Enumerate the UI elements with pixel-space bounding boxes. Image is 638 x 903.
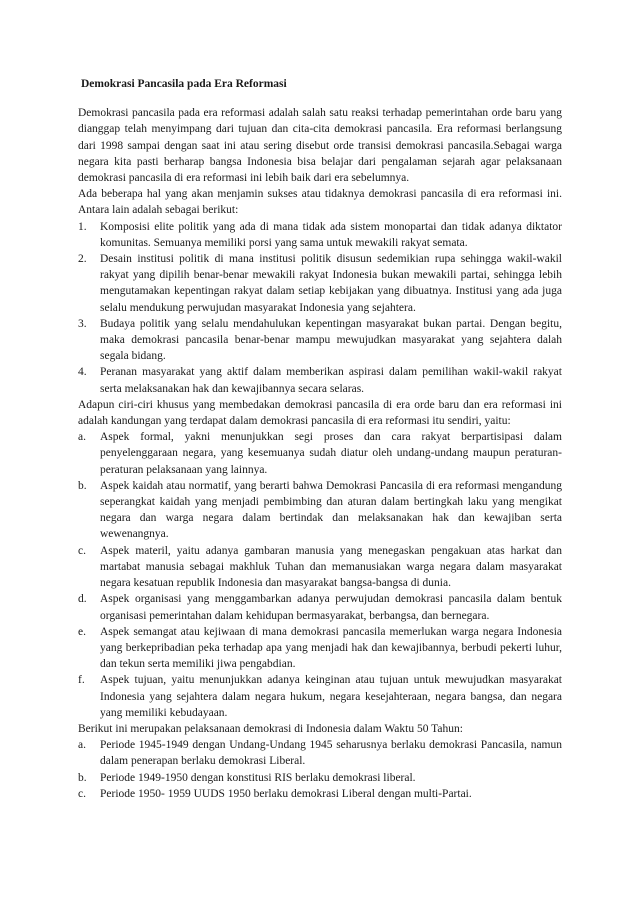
features-list bbox=[78, 429, 562, 721]
list-item bbox=[78, 672, 562, 721]
list-item bbox=[78, 624, 562, 673]
document-title: Demokrasi Pancasila pada Era Reformasi bbox=[81, 78, 287, 90]
list-marker: 3. bbox=[78, 317, 87, 330]
list-item-text: Aspek semangat atau kejiwaan di mana demokrasi pancasila memerlukan warga negara Indonesia yang berkepribadian peka terhadap apa yang menjadi hak dan kewajibannya, berbudi pekerti luhur, dan tekun serta memiliki jiwa pengabdian. bbox=[100, 625, 562, 671]
list-item-text: Budaya politik yang selalu mendahulukan kepentingan masyarakat bukan partai. Dengan begitu, maka demokrasi pancasila benar-benar mampu mewujudkan masyarakat yang sejahtera dalah segala bidang. bbox=[100, 317, 562, 363]
list-item bbox=[78, 591, 562, 623]
list-item-text: Peranan masyarakat yang aktif dalam memberikan aspirasi dalam pemilihan wakil-wakil rakyat serta melaksanakan hak dan kewajibannya secara selaras. bbox=[100, 366, 562, 395]
list-item bbox=[78, 786, 562, 802]
list-marker: e. bbox=[78, 625, 86, 638]
list-item bbox=[78, 770, 562, 786]
list-marker: d. bbox=[78, 593, 87, 606]
list-item-text: Komposisi elite politik yang ada di mana tidak ada sistem monopartai dan tidak adanya diktator komunitas. Semuanya memiliki porsi yang sama untuk mewakili rakyat semata. bbox=[100, 220, 562, 249]
list-item-text: Desain institusi politik di mana institusi politik disusun sedemikian rupa sehingga wakil-wakil rakyat yang dipilih benar-benar mewakili rakyat Indonesia bukan mewakili partai, sehingga lebih mengutamakan kepentingan rakyat dalam setiap kebijakan yang dibuatnya. Institusi yang ada juga selalu mendukung perwujudan masyarakat Indonesia yang sejahtera. bbox=[100, 253, 562, 314]
list-item bbox=[78, 364, 562, 396]
list-item-text: Aspek kaidah atau normatif, yang berarti bahwa Demokrasi Pancasila di era reformasi mengandung seperangkat kaidah yang menjadi pembimbing dan aturan dalam bertingkah laku yang mengikat negara dan warga negara dalam bertindak dan melaksanakan hak dan kewajiban serta wewenangnya. bbox=[100, 479, 562, 541]
features-intro-paragraph: Adapun ciri-ciri khusus yang membedakan demokrasi pancasila di era orde baru dan era reformasi ini adalah kandungan yang terdapat dalam demokrasi pancasila di era reformasi itu sendiri, yaitu: bbox=[78, 398, 562, 428]
list-item bbox=[78, 429, 562, 478]
periods-intro-paragraph: Berikut ini merupakan pelaksanaan demokrasi di Indonesia dalam Waktu 50 Tahun: bbox=[78, 722, 463, 735]
list-marker: c. bbox=[78, 787, 86, 800]
list-item bbox=[78, 251, 562, 316]
list-item bbox=[78, 219, 562, 251]
list-item bbox=[78, 543, 562, 592]
intro-paragraph: Demokrasi pancasila pada era reformasi adalah salah satu reaksi terhadap pemerintahan orde baru yang dianggap telah menyimpang dari tujuan dan cita-cita demokrasi pancasila. Era reformasi berlangsung dari 1998 sampai dengan saat ini atau sering disebut orde transisi demokrasi pancasila.Sebagai warga negara kita pasti berharap bangsa Indonesia bisa belajar dari pengalaman sejarah agar pelaksanaan demokrasi pancasila di era reformasi ini lebih baik dari era sebelumnya. bbox=[78, 107, 562, 185]
ways-list bbox=[78, 219, 562, 397]
list-marker: 4. bbox=[78, 366, 87, 379]
list-item bbox=[78, 478, 562, 543]
list-marker: 2. bbox=[78, 253, 87, 266]
list-item-text: Periode 1945-1949 dengan Undang-Undang 1945 seharusnya berlaku demokrasi Pancasila, namun dalam penerapan berlaku demokrasi Liberal. bbox=[100, 739, 562, 768]
list-marker: b. bbox=[78, 479, 87, 492]
list-marker: c. bbox=[78, 544, 86, 557]
document-page bbox=[78, 76, 562, 802]
list-marker: b. bbox=[78, 771, 87, 784]
list-marker: a. bbox=[78, 431, 86, 444]
list-item-text: Aspek materil, yaitu adanya gambaran manusia yang menegaskan pengakuan atas harkat dan martabat manusia sebagai makhluk Tuhan dan memanusiakan warga negara dalam masyarakat negara kesatuan republik Indonesia dan masyarakat bangsa-bangsa di dunia. bbox=[100, 544, 562, 590]
list-item-text: Aspek formal, yakni menunjukkan segi proses dan cara rakyat berpartisipasi dalam penyelenggaraan negara, yang kesemuanya sudah diatur oleh undang-undang maupun peraturan-peraturan pelaksanaan yang lainnya. bbox=[100, 431, 562, 476]
list-item-text: Aspek tujuan, yaitu menunjukkan adanya keinginan atau tujuan untuk mewujudkan masyarakat Indonesia yang sejahtera dalam negara hukum, negara kesejahteraan, negara bangsa, dan negara yang memiliki kebudayaan. bbox=[100, 674, 562, 719]
list-marker: a. bbox=[78, 739, 86, 752]
list-item-text: Aspek organisasi yang menggambarkan adanya perwujudan demokrasi pancasila dalam bentuk organisasi pemerintahan dalam kehidupan bermasyarakat, berbangsa, dan bernegara. bbox=[100, 593, 562, 622]
list-item-text: Periode 1950- 1959 UUDS 1950 berlaku demokrasi Liberal dengan multi-Partai. bbox=[100, 787, 472, 800]
list-item bbox=[78, 737, 562, 769]
list-item-text: Periode 1949-1950 dengan konstitusi RIS berlaku demokrasi liberal. bbox=[100, 771, 416, 784]
list-marker: 1. bbox=[78, 220, 87, 233]
ways-intro-paragraph: Ada beberapa hal yang akan menjamin sukses atau tidaknya demokrasi pancasila di era reformasi ini. Antara lain adalah sebagai berikut: bbox=[78, 188, 562, 217]
list-marker: f. bbox=[78, 674, 85, 687]
list-item bbox=[78, 316, 562, 365]
periods-list bbox=[78, 737, 562, 802]
